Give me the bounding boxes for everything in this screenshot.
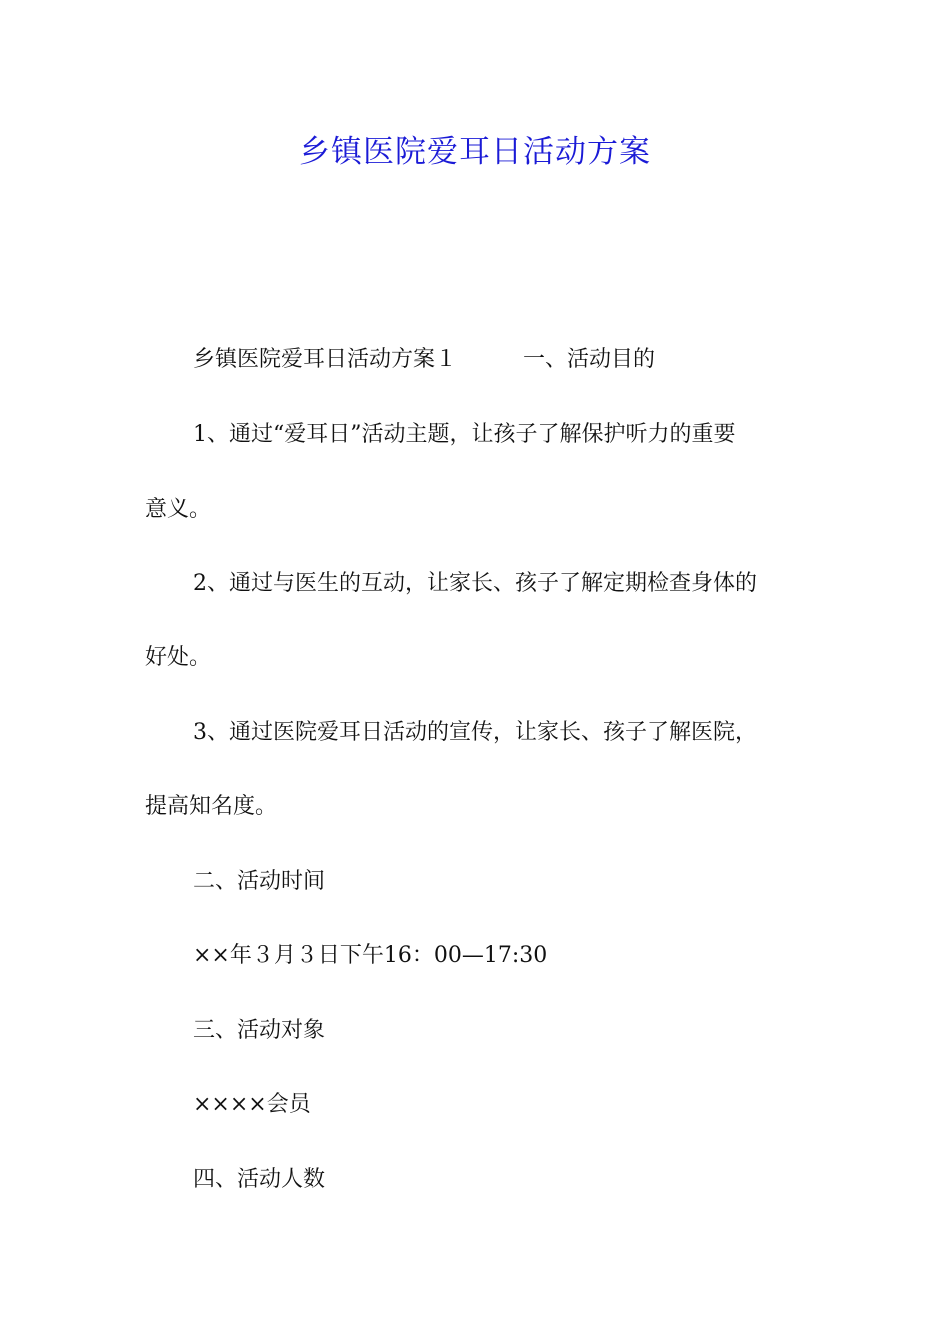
paragraph-line: ××××会员 bbox=[193, 1092, 311, 1117]
paragraph-line: 提高知名度。 bbox=[145, 794, 278, 819]
paragraph-line: 1、通过“爱耳日”活动主题，让孩子了解保护听力的重要 bbox=[193, 422, 736, 447]
section-heading: 三、活动对象 bbox=[193, 1018, 326, 1043]
paragraph-line: ××年３月３日下午16：00—17:30 bbox=[193, 943, 548, 968]
paragraph-line: 好处。 bbox=[145, 645, 212, 670]
paragraph-line: 2、通过与医生的互动，让家长、孩子了解定期检查身体的 bbox=[193, 571, 757, 596]
paragraph-line: 3、通过医院爱耳日活动的宣传，让家长、孩子了解医院， bbox=[193, 720, 757, 745]
document-title: 乡镇医院爱耳日活动方案 bbox=[299, 134, 651, 170]
section-heading: 四、活动人数 bbox=[193, 1167, 326, 1192]
paragraph-line: 意义。 bbox=[145, 497, 212, 522]
paragraph-line: 乡镇医院爱耳日活动方案１ 一、活动目的 bbox=[193, 347, 656, 372]
section-heading: 二、活动时间 bbox=[193, 869, 326, 894]
